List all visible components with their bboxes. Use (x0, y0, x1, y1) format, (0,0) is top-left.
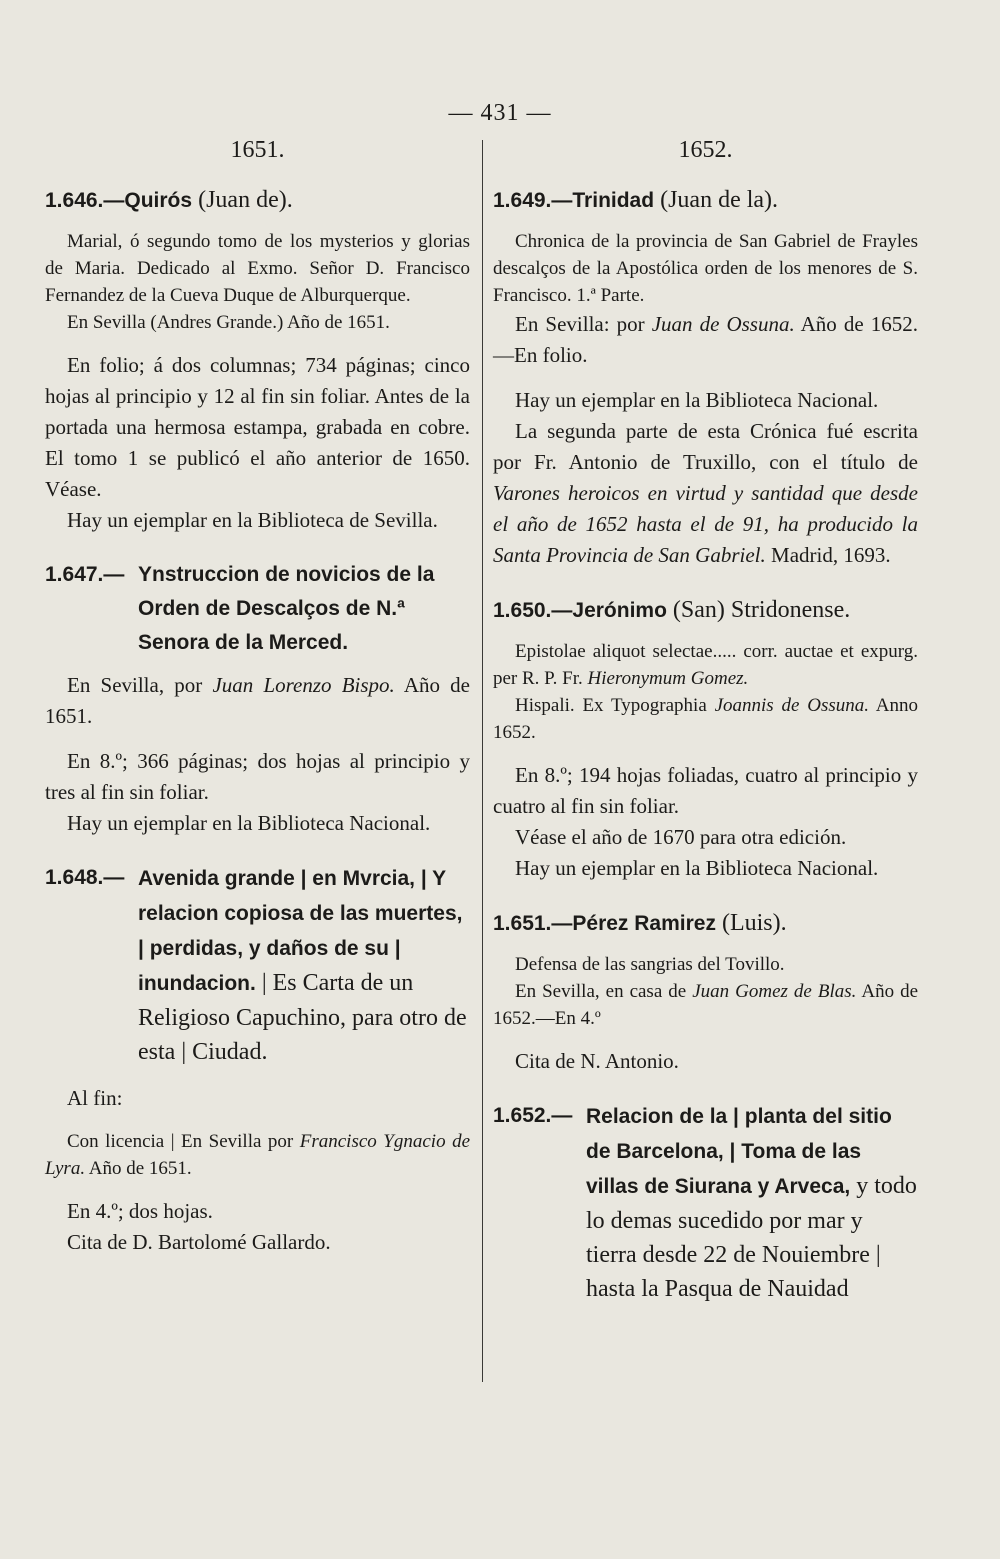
source-note: Cita de N. Antonio. (515, 1049, 679, 1073)
description-suffix: Madrid, 1693. (765, 543, 891, 567)
printer-name: Joannis de Ossuna. (714, 695, 869, 716)
imprint-suffix: Año de 1651. (45, 673, 470, 728)
description-text: En 8.º; 366 páginas; dos hojas al principio y tres al fin sin foliar. (45, 749, 470, 804)
title-prefix: Epistolae aliquot selectae..... corr. auctae et expurg. per R. P. Fr. (493, 641, 918, 689)
entry-1649 (493, 183, 918, 571)
entry-title: Ynstruccion de novicios de la Orden de Descalços de N.ª Senora de la Merced. (138, 563, 435, 654)
author-rest: (Juan de). (192, 187, 293, 213)
entry-title-bold: Avenida grande | en Mvrcia, | Y relacion copiosa de las muertes, | perdidas, y daños de su | inundacion. (138, 867, 463, 995)
entry-1646 (45, 183, 470, 536)
entry-heading (45, 183, 470, 218)
right-column (493, 135, 918, 1328)
imprint-suffix: Año de 1652.—En 4.º (493, 981, 919, 1029)
entry-title-text: Marial, ó segundo tomo de los mysterios y glorias de Maria. Dedicado al Exmo. Señor D. Francisco Fernandez de la Cueva Duque de Alburquerque. (45, 231, 470, 306)
entry-title-rest: y todo lo demas sucedido por mar y tierra desde 22 de Nouiembre | hasta la Pasqua de Nauidad (586, 1173, 917, 1302)
entry-1647 (45, 558, 470, 839)
entry-heading (493, 593, 918, 628)
printer-name: Francisco Ygnacio de Lyra. (45, 1131, 470, 1179)
entry-number: 1.646.— (45, 189, 125, 212)
page-number: — 431 — (448, 100, 552, 126)
description-text: En folio; á dos columnas; 734 páginas; cinco hojas al principio y 12 al fin sin foliar. Antes de la portada una hermosa estampa, grabada en cobre. El tomo 1 se publicó el año anterior de 1650. Véase. (45, 353, 470, 501)
entry-1648 (45, 861, 470, 1258)
imprint-suffix: Año de 1651. (85, 1158, 192, 1179)
column-divider (482, 140, 483, 1382)
entry-number: 1.649.— (493, 189, 573, 212)
imprint-text (45, 1128, 470, 1182)
entry-title (138, 861, 470, 1069)
entry-heading (493, 183, 918, 218)
entry-heading (493, 1099, 918, 1306)
entry-title-text (493, 638, 918, 692)
description-text: En 4.º; dos hojas. (67, 1199, 213, 1223)
location-note: Hay un ejemplar en la Biblioteca Nacional. (67, 811, 431, 835)
al-fin-label: Al fin: (67, 1086, 123, 1110)
editor-name: Hieronymum Gomez. (587, 668, 749, 689)
entry-title-text: Defensa de las sangrias del Tovillo. (515, 954, 785, 975)
entry-number: 1.647.— (45, 563, 125, 586)
entry-number: 1.650.— (493, 599, 573, 622)
entry-title-bold: Relacion de la | planta del sitio de Barcelona, | Toma de las villas de Siurana y Arveca, (586, 1105, 892, 1198)
entry-heading (45, 558, 470, 660)
entry-number: 1.652.— (493, 1104, 573, 1127)
imprint-prefix: Con licencia | En Sevilla por (67, 1131, 300, 1152)
cited-title: Varones heroicos en virtud y santidad que desde el año de 1652 hasta el de 91, ha producido la Santa Provincia de San Gabriel. (493, 481, 918, 567)
imprint-text (493, 692, 918, 746)
author-rest: (Juan de la). (654, 187, 779, 213)
imprint-suffix: Anno 1652. (493, 695, 918, 743)
imprint-text (493, 978, 918, 1032)
printer-name: Juan Lorenzo Bispo. (212, 673, 395, 697)
imprint-prefix: En Sevilla, por (67, 673, 213, 697)
imprint-suffix: Año de 1652.—En folio. (493, 312, 919, 367)
imprint-prefix: En Sevilla: por (515, 312, 652, 336)
author-name: Quirós (124, 189, 193, 212)
entry-1650 (493, 593, 918, 884)
author-rest: (Luis). (715, 910, 787, 936)
source-note: Cita de D. Bartolomé Gallardo. (67, 1230, 331, 1254)
entry-number: 1.651.— (493, 912, 573, 935)
entry-title (586, 1099, 918, 1306)
author-name: Jerónimo (572, 599, 667, 622)
see-also-note: Véase el año de 1670 para otra edición. (515, 825, 847, 849)
entry-heading (493, 906, 918, 941)
printer-name: Juan Gomez de Blas. (692, 981, 857, 1002)
imprint-prefix: Hispali. Ex Typographia (515, 695, 715, 716)
printer-name: Juan de Ossuna. (651, 312, 795, 336)
left-column (45, 135, 470, 1280)
year-heading-1651: 1651. (230, 137, 285, 163)
description-text (493, 416, 918, 571)
entry-1652 (493, 1099, 918, 1306)
entry-number: 1.648.— (45, 866, 125, 889)
entry-title-text: Chronica de la provincia de San Gabriel de Frayles descalços de la Apostólica orden de los menores de S. Francisco. 1.ª Parte. (493, 231, 918, 306)
imprint-text (493, 309, 918, 371)
imprint-text (45, 670, 470, 732)
location-note: Hay un ejemplar en la Biblioteca Nacional. (515, 388, 879, 412)
imprint-text: En Sevilla (Andres Grande.) Año de 1651. (67, 312, 390, 333)
description-text: En 8.º; 194 hojas foliadas, cuatro al principio y cuatro al fin sin foliar. (493, 763, 918, 818)
entry-title-rest: | Es Carta de un Religioso Capuchino, para otro de esta | Ciudad. (138, 970, 467, 1065)
description-prefix: La segunda parte de esta Crónica fué escrita por Fr. Antonio de Truxillo, con el título de (493, 419, 918, 474)
entry-heading (45, 861, 470, 1069)
author-name: Pérez Ramirez (572, 912, 716, 935)
location-note: Hay un ejemplar en la Biblioteca Nacional. (515, 856, 879, 880)
author-name: Trinidad (572, 189, 655, 212)
imprint-prefix: En Sevilla, en casa de (515, 981, 693, 1002)
author-rest: (San) Stridonense. (666, 597, 851, 623)
entry-1651 (493, 906, 918, 1077)
location-note: Hay un ejemplar en la Biblioteca de Sevilla. (67, 508, 438, 532)
year-heading-1652: 1652. (678, 137, 733, 163)
